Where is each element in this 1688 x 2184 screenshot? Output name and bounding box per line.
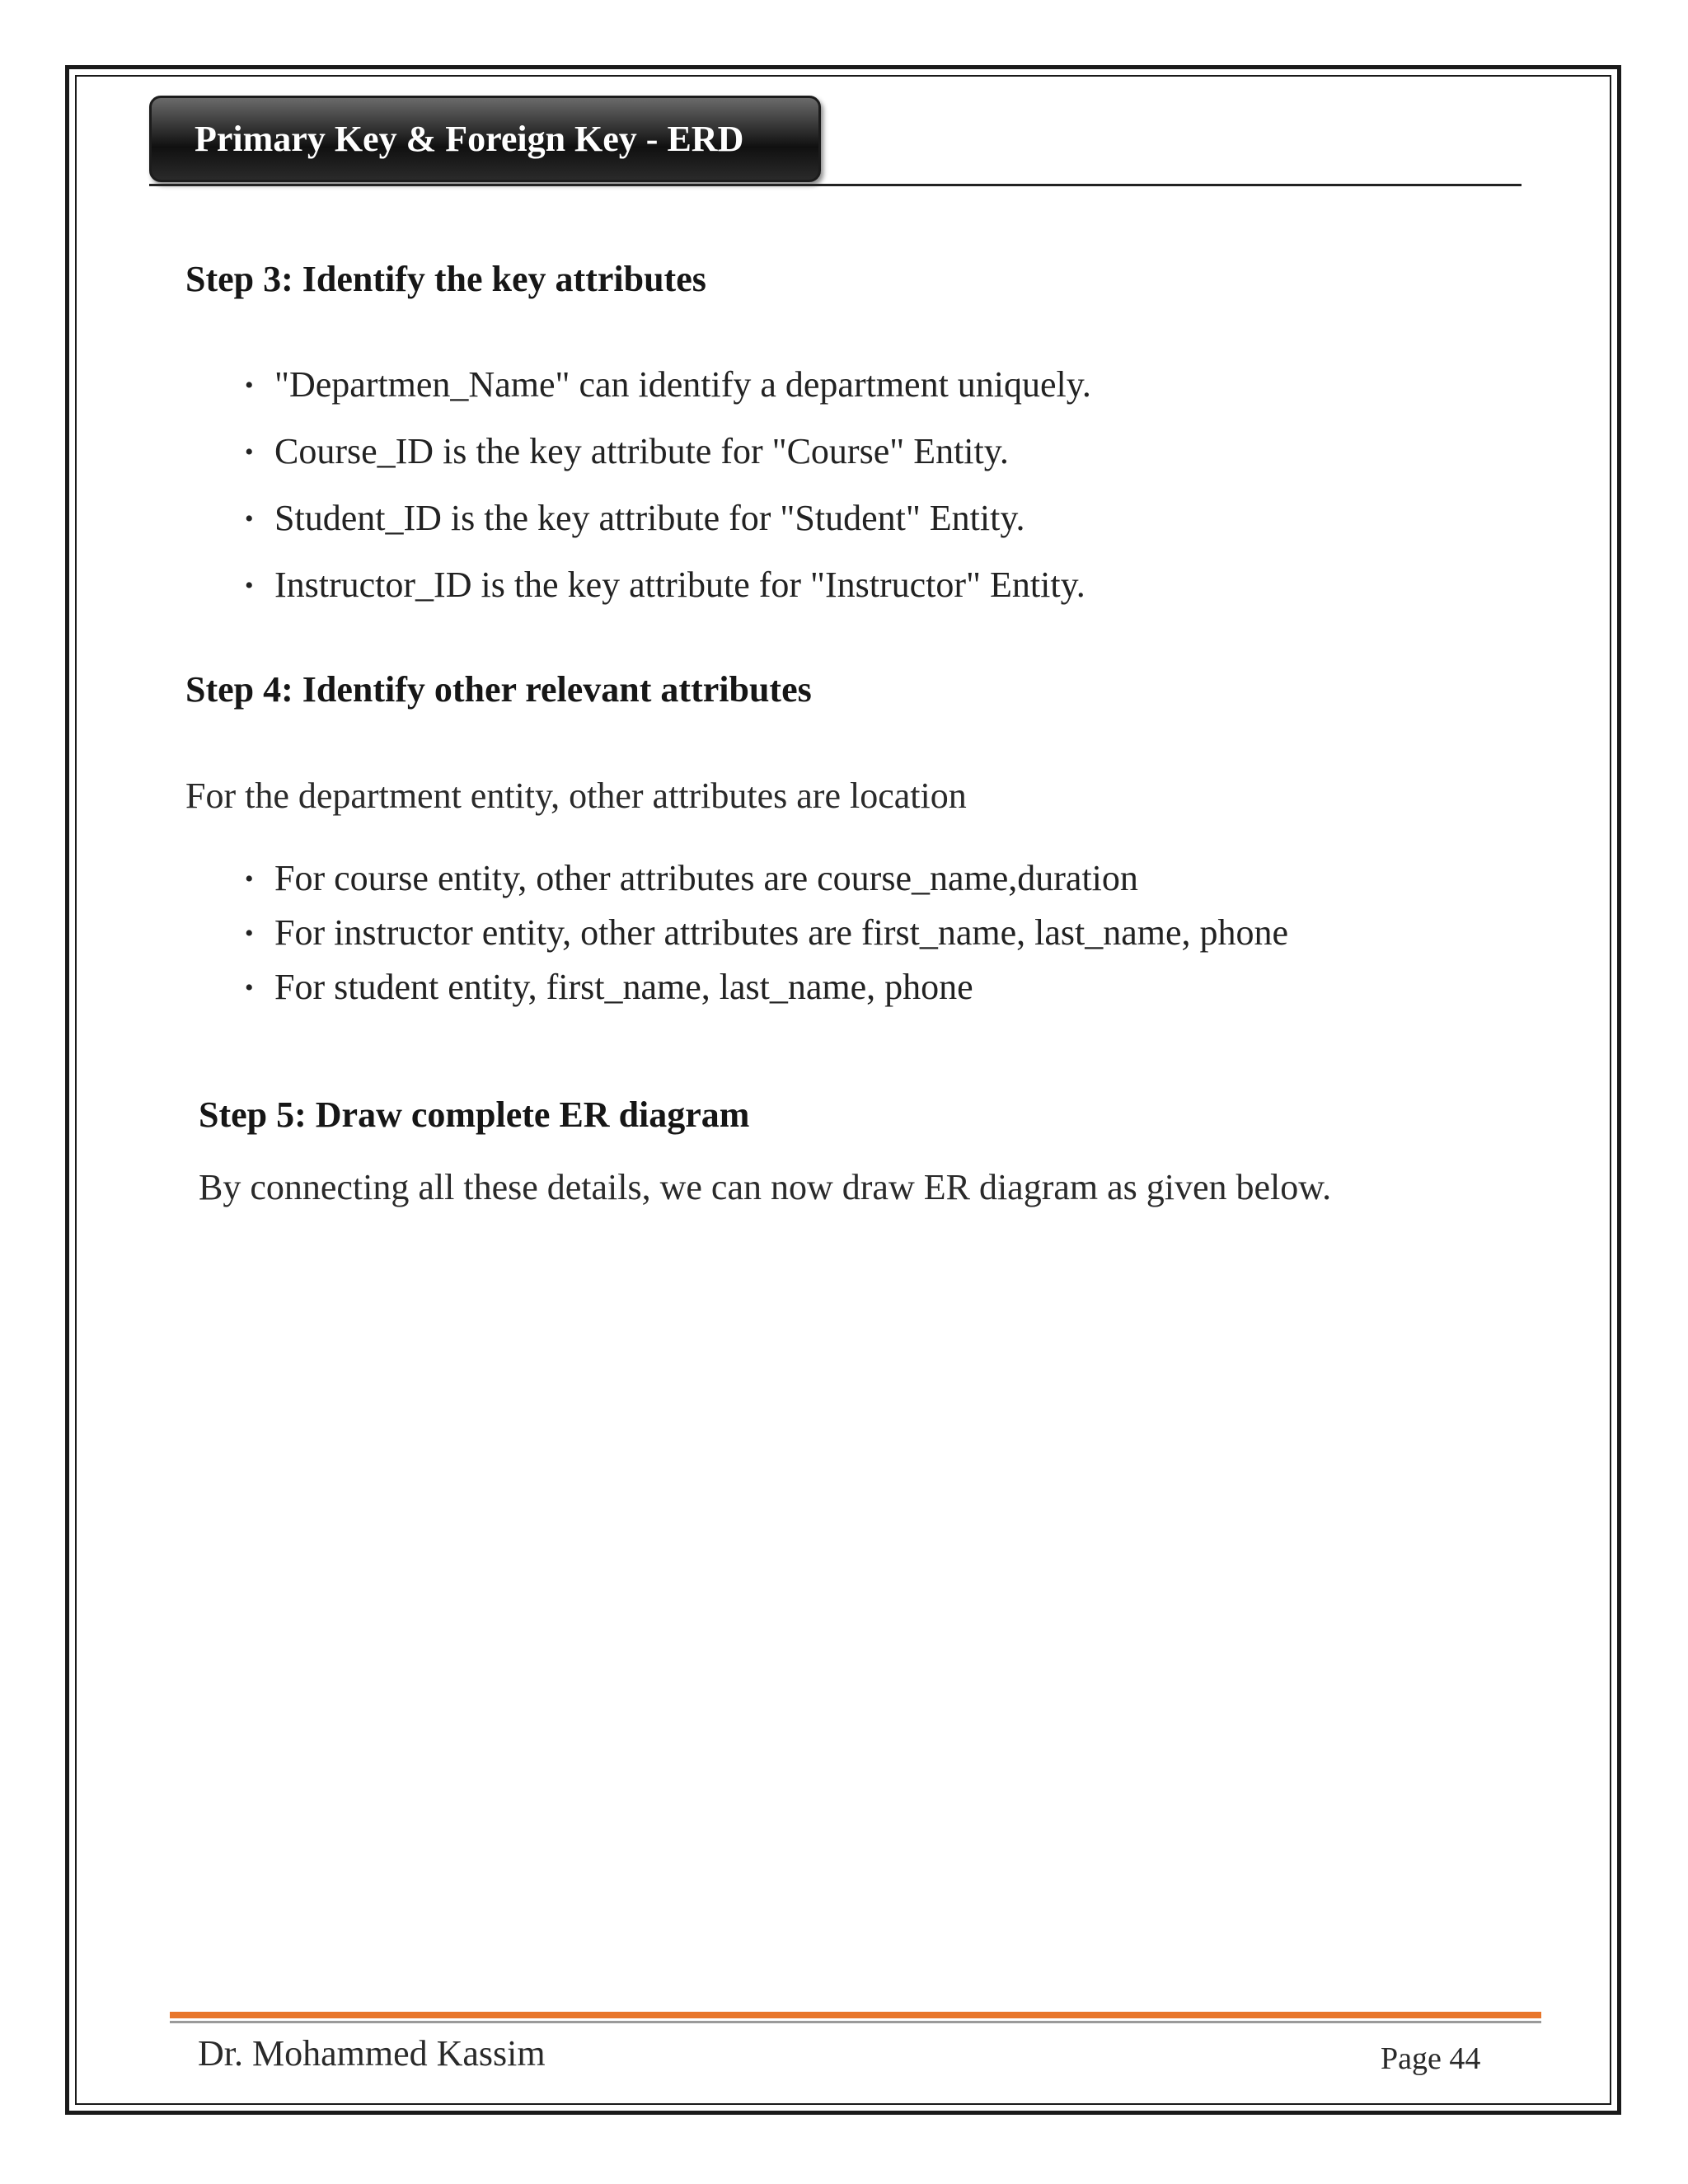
step3-bullet-3: [245, 497, 1025, 539]
page-title: Primary Key & Foreign Key - ERD: [195, 119, 744, 159]
bullet-icon: •: [245, 974, 254, 1001]
list-item-text: Instructor_ID is the key attribute for "Instructor" Entity.: [274, 565, 1085, 605]
step4-bullet-3: [245, 966, 973, 1008]
footer-rule: [170, 2021, 1541, 2023]
list-item-text: For student entity, first_name, last_name, phone: [274, 967, 973, 1007]
step5-heading: Step 5: Draw complete ER diagram: [199, 1094, 750, 1135]
list-item-text: For course entity, other attributes are course_name,duration: [274, 858, 1138, 898]
bullet-icon: •: [245, 920, 254, 947]
list-item-text: "Departmen_Name" can identify a department uniquely.: [274, 364, 1091, 405]
bullet-icon: •: [245, 438, 254, 466]
header-rule: [149, 184, 1522, 186]
header-tab: [149, 96, 821, 182]
step3-bullet-4: [245, 564, 1085, 606]
step3-heading: Step 3: Identify the key attributes: [185, 259, 706, 299]
list-item-text: For instructor entity, other attributes are first_name, last_name, phone: [274, 912, 1289, 953]
step4-heading: Step 4: Identify other relevant attributes: [185, 669, 812, 710]
bullet-icon: •: [245, 505, 254, 532]
footer-author: Dr. Mohammed Kassim: [198, 2033, 546, 2074]
step4-bullet-2: [245, 912, 1288, 954]
step5-body: By connecting all these details, we can now draw ER diagram as given below.: [199, 1167, 1332, 1207]
bullet-icon: •: [245, 865, 254, 893]
list-item-text: Student_ID is the key attribute for "Student" Entity.: [274, 498, 1025, 538]
footer-accent-rule: [170, 2012, 1541, 2018]
bullet-icon: •: [245, 572, 254, 599]
bullet-icon: •: [245, 372, 254, 399]
step3-bullet-2: [245, 430, 1009, 472]
page-number: Page 44: [1381, 2041, 1481, 2076]
step3-bullet-1: [245, 363, 1091, 405]
list-item-text: Course_ID is the key attribute for "Course" Entity.: [274, 431, 1009, 471]
step4-bullet-1: [245, 857, 1138, 899]
step4-intro: For the department entity, other attributes are location: [185, 776, 967, 816]
